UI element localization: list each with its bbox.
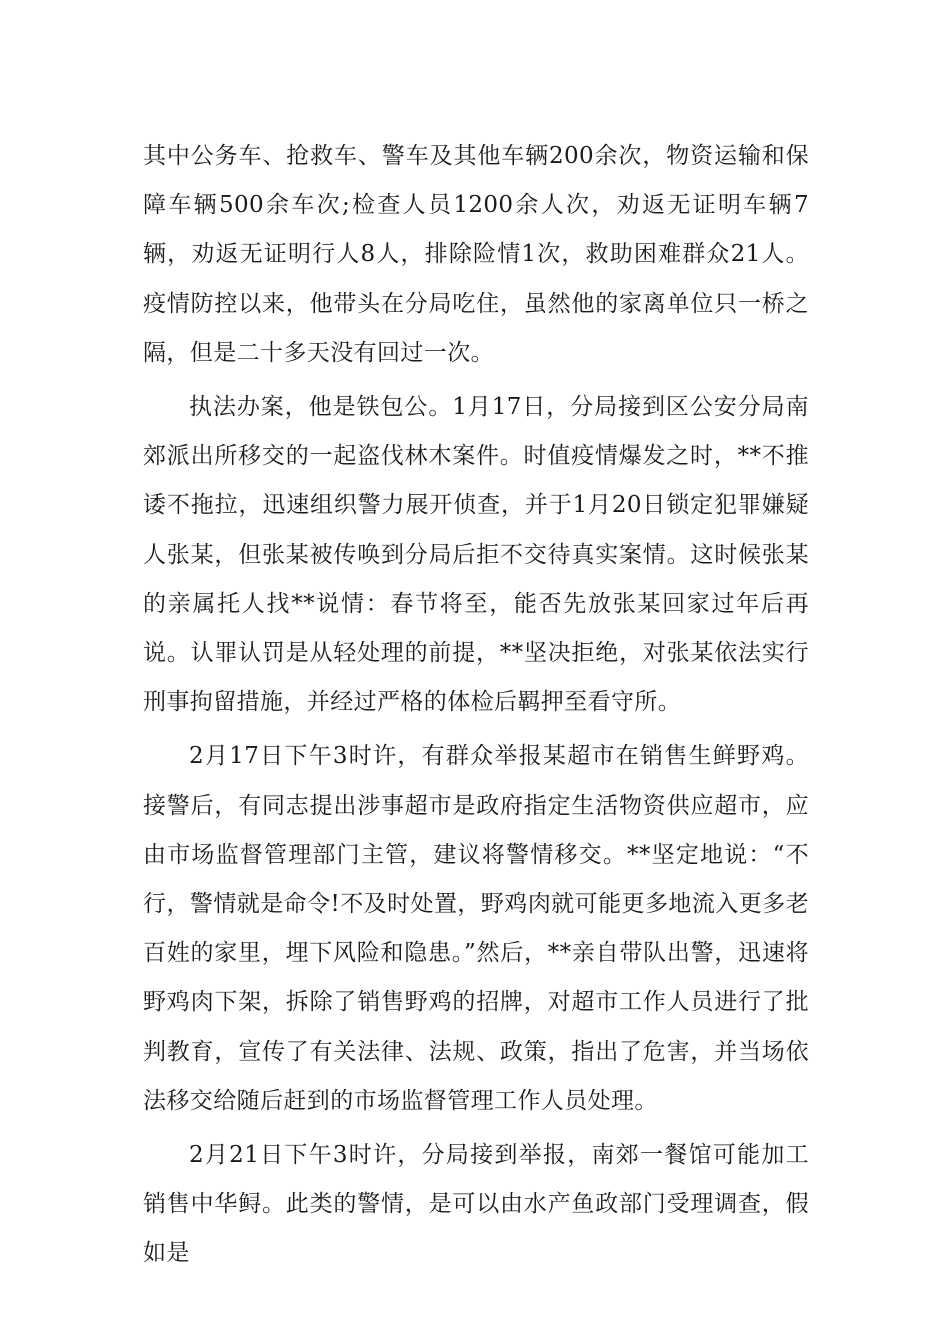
- paragraph-1: 其中公务车、抢救车、警车及其他车辆200余次，物资运输和保障车辆500余车次;检查人员1200余人次，劝返无证明车辆7辆，劝返无证明行人8人，排除险情1次，救助困难群众21人。疫情防控以来，他带头在分局吃住，虽然他的家离单位只一桥之隔，但是二十多天没有回过一次。: [143, 143, 809, 366]
- document-body: [143, 132, 809, 1284]
- paragraph-4: 2月21日下午3时许，分局接到举报，南郊一餐馆可能加工销售中华鲟。此类的警情，是可以由水产鱼政部门受理调查，假如是: [143, 1142, 809, 1267]
- paragraph-3: 2月17日下午3时许，有群众举报某超市在销售生鲜野鸡。接警后，有同志提出涉事超市是政府指定生活物资供应超市，应由市场监督管理部门主管，建议将警情移交。**坚定地说：“不行，警情就是命令!不及时处置，野鸡肉就可能更多地流入更多老百姓的家里，埋下风险和隐患。”然后，**亲自带队出警，迅速将野鸡肉下架，拆除了销售野鸡的招牌，对超市工作人员进行了批判教育，宣传了有关法律、法规、政策，指出了危害，并当场依法移交给随后赶到的市场监督管理工作人员处理。: [143, 743, 809, 1114]
- paragraph-2: 执法办案，他是铁包公。1月17日，分局接到区公安分局南郊派出所移交的一起盗伐林木案件。时值疫情爆发之时，**不推诿不拖拉，迅速组织警力展开侦查，并于1月20日锁定犯罪嫌疑人张某，但张某被传唤到分局后拒不交待真实案情。这时候张某的亲属托人找**说情：春节将至，能否先放张某回家过年后再说。认罪认罚是从轻处理的前提，**坚决拒绝，对张某依法实行刑事拘留措施，并经过严格的体检后羁押至看守所。: [143, 394, 809, 716]
